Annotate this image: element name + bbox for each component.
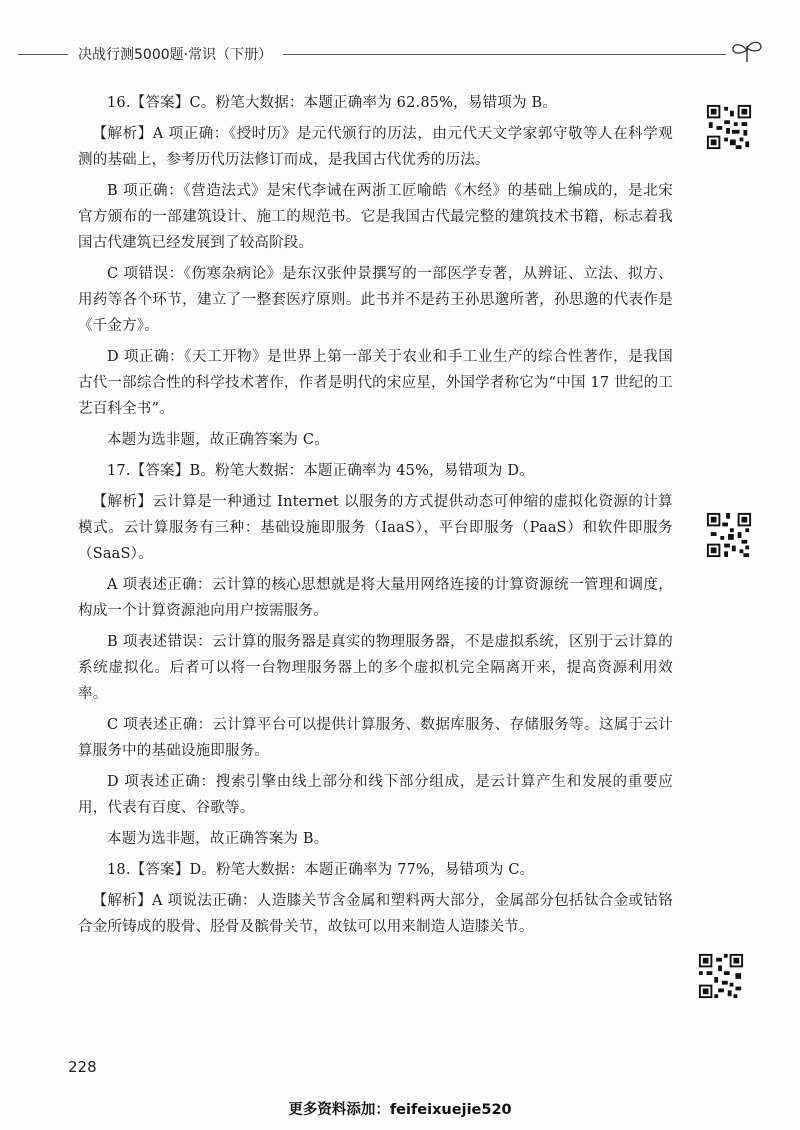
qr-code-q18[interactable] [697,952,745,1000]
q17-option-c: C 项表述正确：云计算平台可以提供计算服务、数据库服务、存储服务等。这属于云计算服务中的基础设施即服务。 [78,717,673,759]
qr-code-q17[interactable] [705,511,753,559]
qr-code-icon [705,103,753,151]
q16-answer-line: 16.【答案】C。粉笔大数据：本题正确率为 62.85%，易错项为 B。 [107,95,558,111]
q16-conclusion: 本题为选非题，故正确答案为 C。 [107,432,329,448]
q17-option-b: B 项表述错误：云计算的服务器是真实的物理服务器，不是虚拟系统，区别于云计算的系统虚拟化。后者可以将一台物理服务器上的多个虚拟机完全隔离开来，提高资源利用效率。 [78,634,673,702]
sprout-icon [730,38,764,64]
page-number: 228 [68,1058,97,1076]
header-rule-left [18,54,68,55]
footer-contact-note: 更多资料添加：feifeixuejie520 [288,1102,512,1118]
q17-conclusion: 本题为选非题，故正确答案为 B。 [107,831,329,847]
q16-option-b: B 项正确：《营造法式》是宋代李诫在两浙工匠喻皓《木经》的基础上编成的，是北宋官方颁布的一部建筑设计、施工的规范书。它是我国古代最完整的建筑技术书籍，标志着我国古代建筑已经发展到了较高阶段。 [78,183,673,251]
qr-code-q16[interactable] [705,103,753,151]
header-rule-right [283,54,726,55]
q16-option-c: C 项错误：《伤寒杂病论》是东汉张仲景撰写的一部医学专著，从辨证、立法、拟方、用药等各个环节，建立了一整套医疗原则。此书并不是药王孙思邈所著，孙思邈的代表作是《千金方》。 [78,266,673,334]
q17-answer-line: 17.【答案】B。粉笔大数据：本题正确率为 45%，易错项为 D。 [107,463,534,479]
qr-code-icon [705,511,753,559]
page-body [78,90,673,945]
q18-analysis: 【解析】A 项说法正确：人造膝关节含金属和塑料两大部分，金属部分包括钛合金或钴铬合金所铸成的股骨、胫骨及髌骨关节，故钛可以用来制造人造膝关节。 [78,893,673,935]
qr-code-icon [697,952,745,1000]
q16-analysis: 【解析】A 项正确：《授时历》是元代颁行的历法，由元代天文学家郭守敬等人在科学观测的基础上，参考历代历法修订而成，是我国古代优秀的历法。 [78,126,673,168]
header-title: 决战行测5000题·常识（下册） [78,47,273,63]
q17-option-d: D 项表述正确：搜索引擎由线上部分和线下部分组成，是云计算产生和发展的重要应用，代表有百度、谷歌等。 [78,774,673,816]
q18-answer-line: 18.【答案】D。粉笔大数据：本题正确率为 77%，易错项为 C。 [107,862,535,878]
q16-option-d: D 项正确：《天工开物》是世界上第一部关于农业和手工业生产的综合性著作，是我国古代一部综合性的科学技术著作，作者是明代的宋应星，外国学者称它为“中国 17 世纪的工艺百科全书”。 [78,349,673,417]
q17-analysis: 【解析】云计算是一种通过 Internet 以服务的方式提供动态可伸缩的虚拟化资源的计算模式。云计算服务有三种：基础设施即服务（IaaS），平台即服务（PaaS）和软件即服务（SaaS）。 [78,494,673,562]
running-header [0,42,800,66]
q17-option-a: A 项表述正确：云计算的核心思想就是将大量用网络连接的计算资源统一管理和调度，构成一个计算资源池向用户按需服务。 [78,577,673,619]
